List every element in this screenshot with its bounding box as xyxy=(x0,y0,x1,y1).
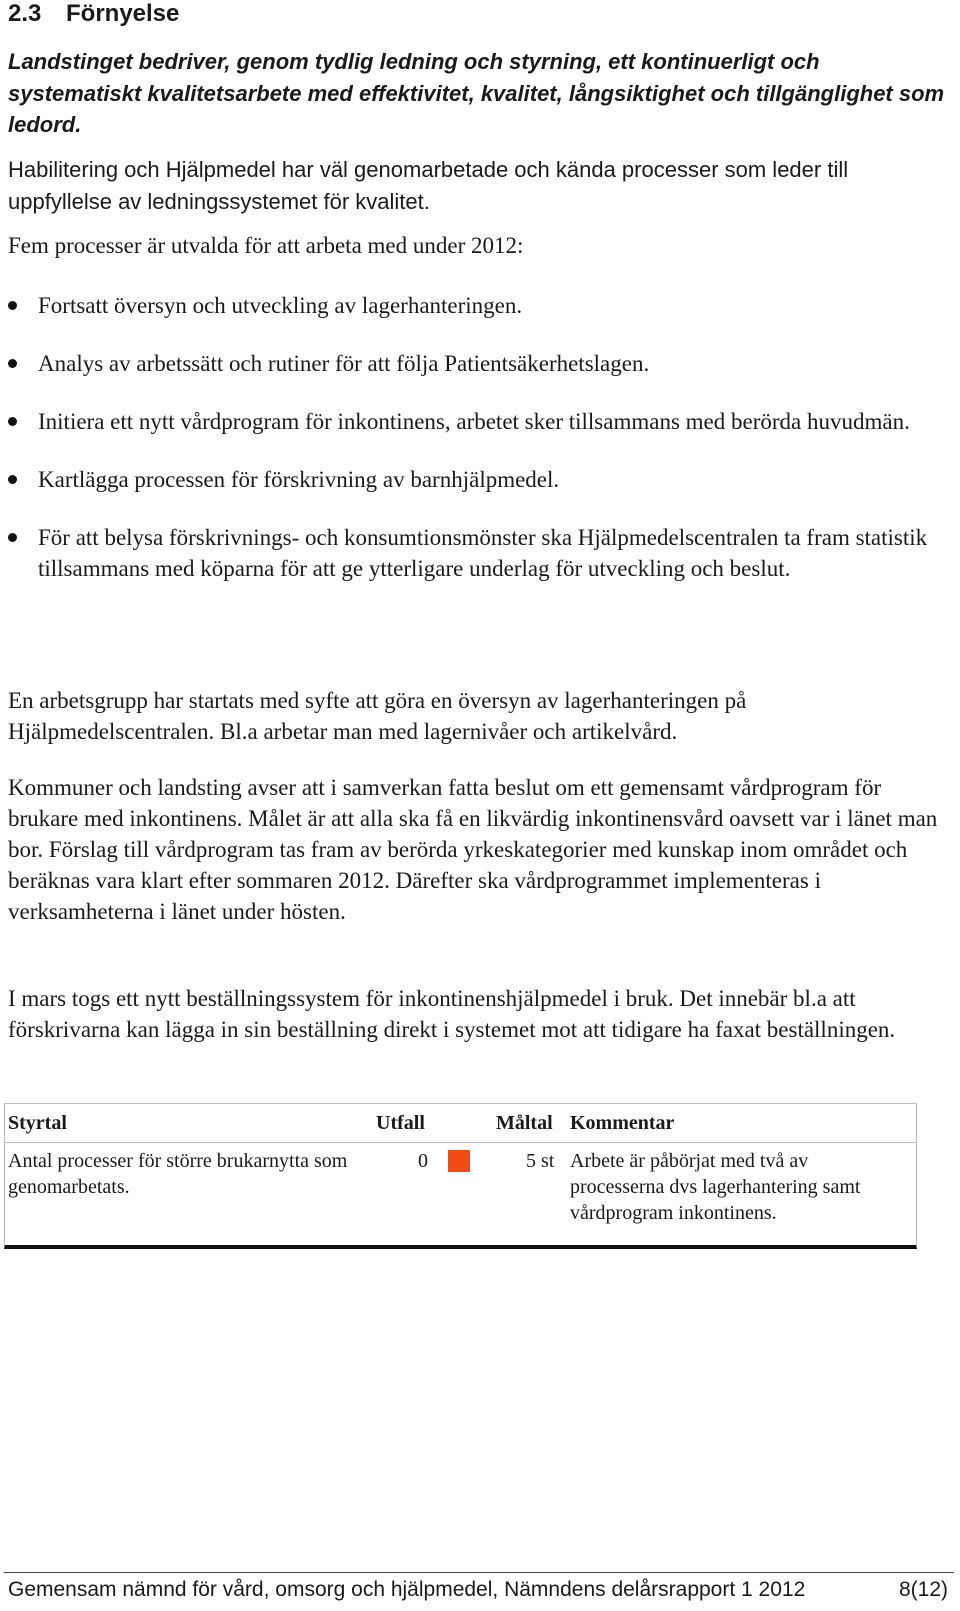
paragraph-vardprogram: Kommuner och landsting avser att i samverkan fatta beslut om ett gemensamt vårdprogram för brukare med inkontinens. Målet är att alla ska få en likvärdig inkontinensvård oavsett var i länet man bor. Förslag till vårdprogram tas fram av berörda yrkeskategorier med kunskap inom området och beräknas vara klart efter sommaren 2012. Därefter ska vårdprogrammet implementeras i verksamheterna i länet under hösten. xyxy=(8,775,938,924)
process-list xyxy=(8,290,953,611)
list-item: Initiera ett nytt vårdprogram för inkontinens, arbetet sker tillsammans med berörda huvudmän. xyxy=(8,406,953,437)
row-maltal: 5 st xyxy=(526,1150,555,1172)
section-title: Förnyelse xyxy=(66,0,180,27)
bullet-icon xyxy=(8,417,17,426)
processes-intro: Fem processer är utvalda för att arbeta med under 2012: xyxy=(8,233,524,258)
section-number: 2.3 xyxy=(8,0,42,27)
list-item: Analys av arbetssätt och rutiner för att följa Patientsäkerhetslagen. xyxy=(8,348,953,379)
page-number: 8(12) xyxy=(898,1578,948,1601)
kpi-table xyxy=(4,1103,917,1249)
intro-text: Habilitering och Hjälpmedel har väl genomarbetade och kända processer som leder till uppfyllelse av ledningssystemet för kvalitet. xyxy=(8,157,849,214)
section-heading xyxy=(8,0,179,28)
paragraph-lager: En arbetsgrupp har startats med syfte att göra en översyn av lagerhanteringen på Hjälpmedelscentralen. Bl.a arbetar man med lagernivåer och artikelvård. xyxy=(8,688,747,744)
page-footer xyxy=(8,1578,948,1602)
bullet-icon xyxy=(8,475,17,484)
bullet-icon xyxy=(8,533,17,542)
list-item: Fortsatt översyn och utveckling av lagerhanteringen. xyxy=(8,290,953,321)
row-kommentar: Arbete är påbörjat med två av processerna dvs lagerhantering samt vårdprogram inkontinens. xyxy=(570,1150,861,1224)
row-styrtal: Antal processer för större brukarnytta som genomarbetats. xyxy=(8,1150,348,1198)
kpi-table-header xyxy=(5,1104,916,1143)
lead-text: Landstinget bedriver, genom tydlig ledning och styrning, ett kontinuerligt och systematiskt kvalitetsarbete med effektivitet, kvalitet, långsiktighet och tillgänglighet som ledord. xyxy=(8,49,945,137)
status-indicator-icon xyxy=(448,1150,470,1172)
bullet-icon xyxy=(8,301,17,310)
bullet-icon xyxy=(8,359,17,368)
paragraph-bestallning: I mars togs ett nytt beställningssystem för inkontinenshjälpmedel i bruk. Det innebär bl.a att förskrivarna kan lägga in sin beställning direkt i systemet mot att tidigare ha faxat beställningen. xyxy=(8,986,896,1042)
row-utfall: 0 xyxy=(418,1150,428,1172)
footer-divider xyxy=(4,1572,954,1573)
list-item: För att belysa förskrivnings- och konsumtionsmönster ska Hjälpmedelscentralen ta fram statistik tillsammans med köparna för att ge ytterligare underlag för utveckling och beslut. xyxy=(8,522,953,584)
header-utfall: Utfall xyxy=(376,1112,425,1134)
header-styrtal: Styrtal xyxy=(8,1112,67,1134)
header-kommentar: Kommentar xyxy=(570,1112,675,1134)
list-item: Kartlägga processen för förskrivning av barnhjälpmedel. xyxy=(8,464,953,495)
footer-text: Gemensam nämnd för vård, omsorg och hjälpmedel, Nämndens delårsrapport 1 2012 xyxy=(8,1578,806,1601)
header-maltal: Måltal xyxy=(496,1112,553,1134)
